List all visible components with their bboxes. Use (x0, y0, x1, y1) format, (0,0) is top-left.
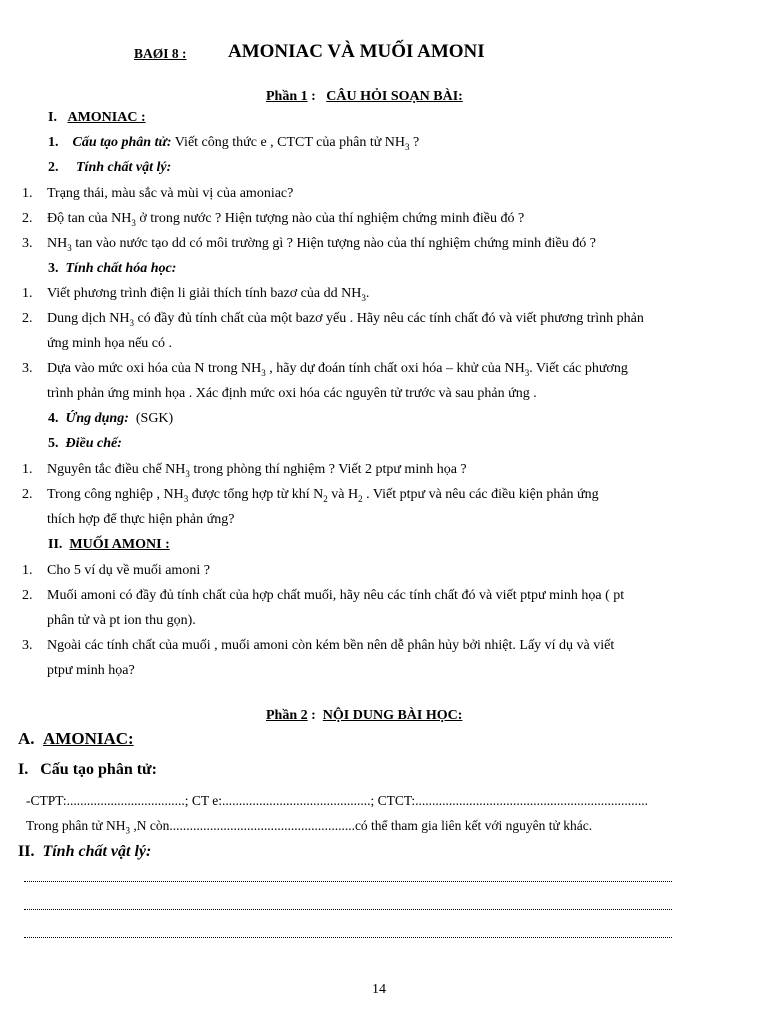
list-item-text (47, 211, 524, 227)
subscript: 3 (67, 242, 72, 253)
section-num: I. (18, 761, 29, 778)
list-item-continuation: thích hợp để thực hiện phản ứng? (47, 512, 235, 527)
part2-heading (266, 708, 462, 724)
subsection-physical (48, 160, 171, 176)
list-item-continuation: ứng minh họa nếu có . (47, 336, 173, 351)
answer-line[interactable] (24, 909, 672, 910)
subsection-chemical (48, 261, 176, 277)
list-item-continuation: phân tử và pt ion thu gọn). (47, 613, 196, 628)
list-item-text: Trạng thái, màu sắc và mùi vị của amoniac? (47, 186, 294, 201)
list-item-continuation: trình phản ứng minh họa . Xác định mức oxi hóa các nguyên tử trước và sau phản ứng . (47, 386, 537, 401)
section-a-ii-heading (18, 843, 151, 861)
subscript: 3 (125, 825, 130, 836)
section-1-num: I. (48, 110, 57, 125)
list-item-continuation: ptpư minh họa? (47, 663, 135, 678)
section-title: Cấu tạo phân tử: (40, 761, 157, 778)
item-num: 3. (22, 638, 33, 653)
item-num: 1. (22, 286, 33, 301)
lesson-number: BAØI 8 : (134, 46, 187, 61)
text-part: NH (47, 236, 68, 251)
item-num: 2. (22, 588, 33, 603)
list-item-text: Ngoài các tính chất của muối , muối amoni còn kém bền nên dễ phân hủy bởi nhiệt. Lấy ví dụ và viết (47, 638, 615, 653)
text-part: . Viết các phương (529, 361, 628, 376)
text-part: có đầy đủ tính chất của một bazơ yếu . Hãy nêu các tính chất đó và viết phương trình phản (133, 311, 644, 326)
subscript: 3 (261, 367, 266, 378)
list-item (22, 186, 33, 202)
subsection-label: Tính chất hóa học: (65, 261, 177, 276)
subsection-preparation (48, 436, 122, 452)
section-title: Tính chất vật lý: (42, 843, 152, 860)
part1-label: Phần 1 (266, 89, 308, 104)
answer-line[interactable] (24, 881, 672, 882)
text-part: Trong công nghiệp , NH (47, 487, 184, 502)
text-part: ở trong nước ? Hiện tượng nào của thí nghiệm chứng minh điều đó ? (135, 211, 525, 226)
item-num: 1. (22, 462, 33, 477)
subscript: 3 (129, 317, 134, 328)
section-1-heading (48, 110, 146, 126)
item-num: 3. (22, 236, 33, 251)
subscript: 2 (358, 493, 363, 504)
subscript: 3 (183, 493, 189, 504)
text-part: được tổng hợp từ khí N (188, 487, 324, 502)
part2-sep: : (307, 708, 323, 723)
subscript: 3 (185, 468, 190, 479)
text-part: . (365, 286, 370, 301)
subsection-structure (48, 135, 419, 151)
list-item-text (47, 286, 369, 302)
text-part: ,N còn.......................................................có thể tham gia liên kết với nguyên tử khác. (129, 818, 593, 833)
list-item-text: Muối amoni có đầy đủ tính chất của hợp chất muối, hãy nêu các tính chất đó và viết ptpư minh họa ( pt (47, 588, 625, 603)
part2-label: Phần 2 (266, 708, 308, 723)
section-2-title: MUỐI AMONI : (69, 537, 170, 552)
section-a-num: A. (18, 729, 35, 748)
subscript: 2 (323, 493, 328, 504)
subsection-num: 5. (48, 436, 59, 451)
page-number: 14 (372, 982, 386, 997)
section-2-num: II. (48, 537, 63, 552)
text-part: Trong phân tử NH (26, 818, 126, 833)
answer-line[interactable] (24, 937, 672, 938)
subsection-text-end: ? (409, 135, 420, 150)
text-part: Dung dịch NH (47, 311, 130, 326)
list-item-text (47, 311, 644, 327)
part1-sep: : (307, 89, 327, 104)
text-part: , hãy dự đoán tính chất oxi hóa – khử của NH (265, 361, 525, 376)
section-a-heading (18, 729, 134, 749)
subsection-text: Viết công thức e , CTCT của phân tử NH (171, 135, 406, 150)
list-item-text (47, 462, 467, 478)
subsection-num: 2. (48, 160, 59, 175)
text-part: . Viết ptpư và nêu các điều kiện phản ứng (362, 487, 599, 502)
fill-in-line-electron (26, 818, 592, 834)
text-part: trong phòng thí nghiệm ? Viết 2 ptpư minh họa ? (189, 462, 467, 477)
item-num: 1. (22, 563, 33, 578)
subscript: 3 (524, 367, 530, 378)
section-a-i-heading (18, 761, 157, 779)
text-part: tan vào nước tạo dd có môi trường gì ? Hiện tượng nào của thí nghiệm chứng minh điều đó ? (71, 236, 596, 251)
subsection-label: Cấu tạo phân tử: (72, 135, 172, 150)
text-part: Viết phương trình điện li giải thích tính bazơ của dd NH (47, 286, 362, 301)
subsection-label: Ứng dụng: (65, 411, 129, 426)
section-1-title: AMONIAC : (67, 110, 146, 125)
list-item-text: Cho 5 ví dụ về muối amoni ? (47, 563, 210, 578)
list-item-text (47, 487, 599, 503)
subscript: 3 (131, 217, 136, 228)
text-part: Nguyên tắc điều chế NH (47, 462, 186, 477)
item-num: 2. (22, 311, 33, 326)
subsection-num: 3. (48, 261, 59, 276)
part1-heading (266, 89, 463, 105)
list-item-text (47, 361, 628, 377)
subsection-applications (48, 411, 173, 427)
list-item-text (47, 236, 596, 252)
subscript: 3 (361, 292, 366, 303)
subsection-label: Điều chế: (65, 436, 122, 451)
subscript: 3 (405, 141, 410, 152)
section-2-heading (48, 537, 170, 553)
section-a-title: AMONIAC: (43, 729, 134, 748)
section-num: II. (18, 843, 35, 860)
part1-title: CÂU HỎI SOẠN BÀI: (326, 89, 463, 104)
text-part: Độ tan của NH (47, 211, 132, 226)
subsection-label: Tính chất vật lý: (76, 160, 172, 175)
item-num: 2. (22, 487, 33, 502)
item-num: 3. (22, 361, 33, 376)
subsection-num: 4. (48, 411, 59, 426)
text-part: Dựa vào mức oxi hóa của N trong NH (47, 361, 262, 376)
fill-in-line-formula: -CTPT:...................................; CT e:............................................; CTCT:..................................................................... (26, 793, 649, 808)
subsection-num: 1. (48, 135, 59, 150)
text-part: và H (327, 487, 359, 502)
part2-title: NỘI DUNG BÀI HỌC: (322, 708, 463, 723)
item-num: 1. (22, 186, 33, 201)
item-num: 2. (22, 211, 33, 226)
subsection-text: (SGK) (128, 411, 174, 426)
lesson-title: AMONIAC VÀ MUỐI AMONI (228, 41, 485, 62)
